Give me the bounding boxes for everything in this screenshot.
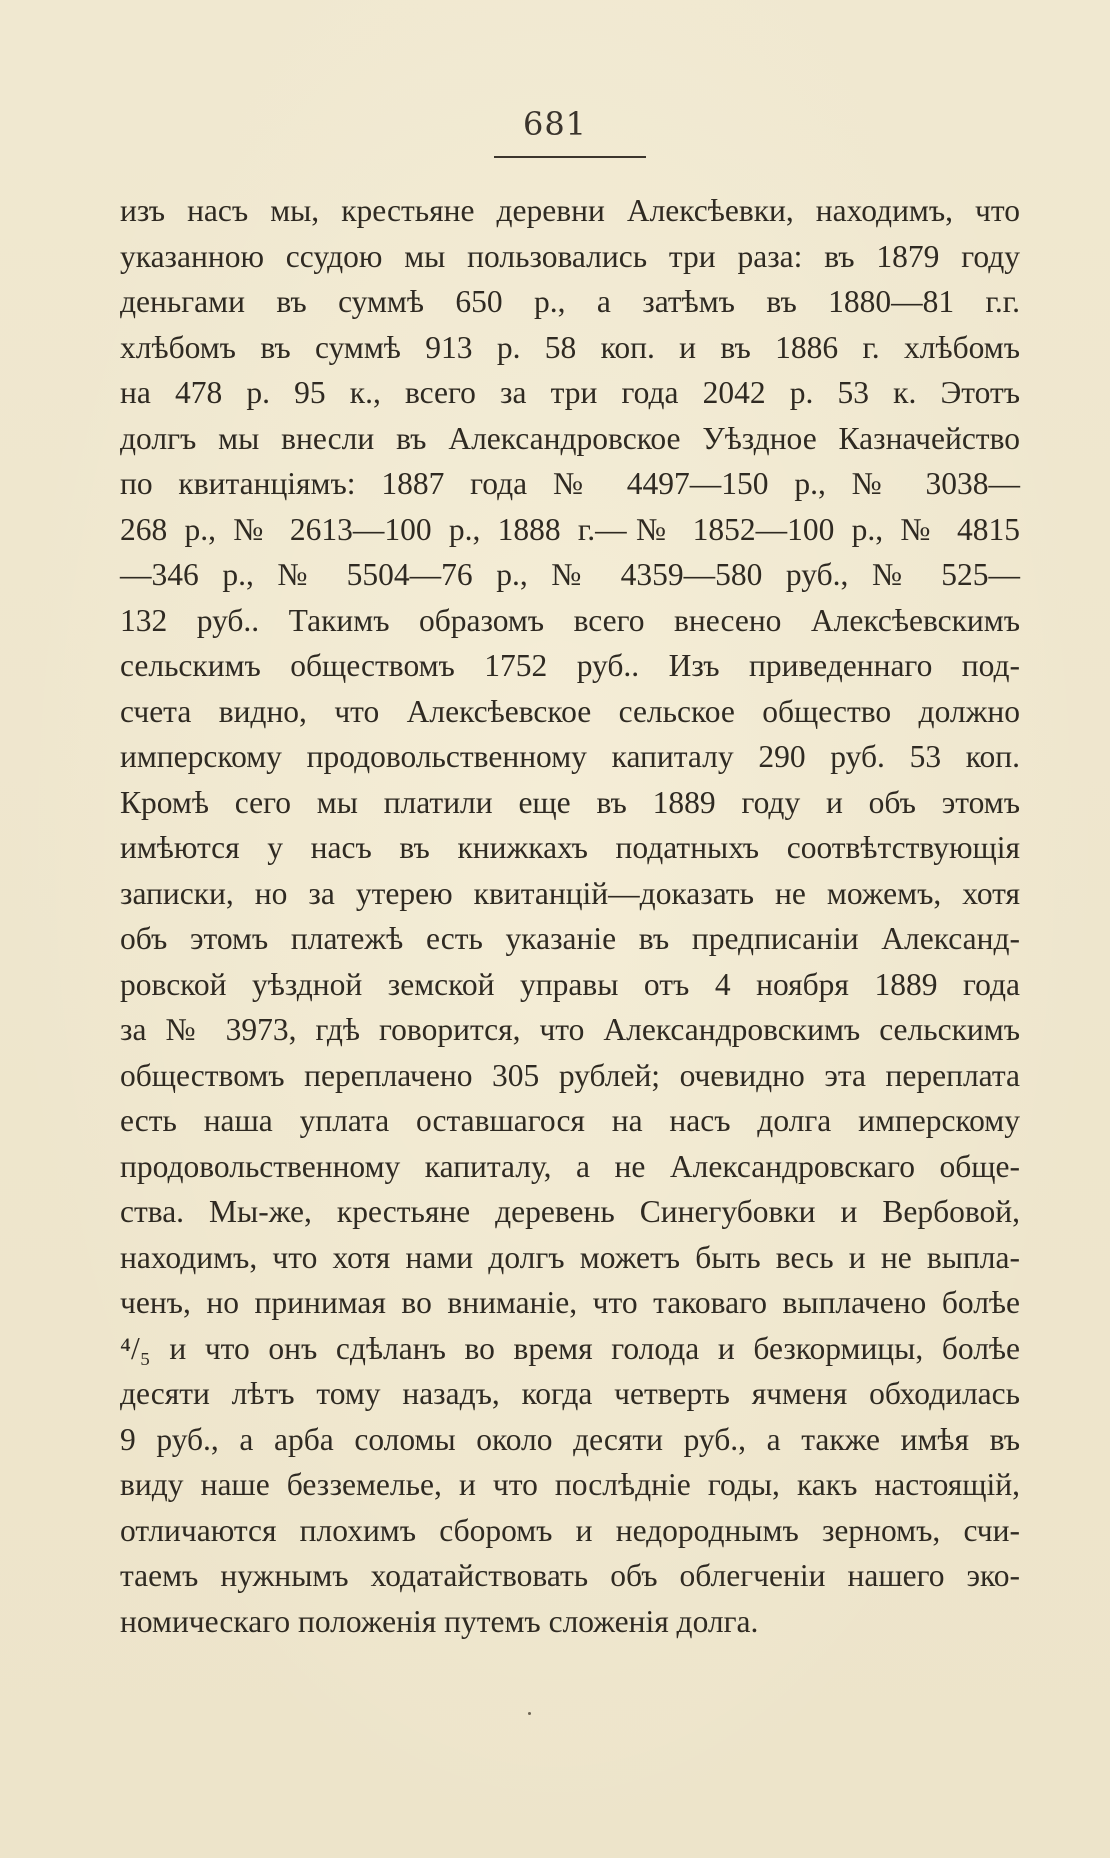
text-line: сельскимъ обществомъ 1752 руб.. Изъ приведеннаго под-: [120, 648, 1020, 683]
text-line: Кромѣ сего мы платили еще въ 1889 году и объ этомъ: [120, 784, 1020, 820]
text-line: обществомъ переплачено 305 рублей; очевидно эта переплата: [120, 1057, 1020, 1093]
text-line: таемъ нужнымъ ходатайствовать объ облегченіи нашего эко-: [120, 1558, 1020, 1593]
text-line: десяти лѣтъ тому назадъ, когда четверть ячменя обходилась: [120, 1376, 1020, 1411]
text-line: находимъ, что хотя нами долгъ можетъ быть весь и не выпла-: [120, 1239, 1020, 1275]
text-line: долгъ мы внесли въ Александровское Уѣздное Казначейство: [120, 420, 1020, 456]
text-line: ченъ, но принимая во вниманіе, что таковаго выплачено болѣе: [120, 1285, 1020, 1320]
text-line: на 478 р. 95 к., всего за три года 2042 р. 53 к. Этотъ: [120, 375, 1020, 410]
text-line: ства. Мы-же, крестьяне деревень Синегубовки и Вербовой,: [120, 1194, 1020, 1229]
text-line: деньгами въ суммѣ 650 р., а затѣмъ въ 1880—81 г.г.: [120, 284, 1020, 319]
text-line: номическаго положенія путемъ сложенія долга.: [120, 1603, 759, 1639]
text-line: за № 3973, гдѣ говорится, что Александровскимъ сельскимъ: [120, 1012, 1020, 1047]
text-line: изъ насъ мы, крестьяне деревни Алексѣевки, находимъ, что: [120, 193, 1020, 228]
text-line: —346 р., № 5504—76 р., № 4359—580 руб., № 525—: [120, 557, 1020, 592]
body-paragraph: [120, 188, 1020, 1644]
text-line: имперскому продовольственному капиталу 290 руб. 53 коп.: [120, 739, 1020, 774]
text-line: виду наше безземелье, и что послѣдніе годы, какъ настоящій,: [120, 1467, 1020, 1502]
text-line: по квитанціямъ: 1887 года № 4497—150 р., № 3038—: [120, 466, 1020, 501]
header-rule: [494, 156, 646, 158]
text-line: 132 руб.. Такимъ образомъ всего внесено Алексѣевскимъ: [120, 602, 1020, 638]
paper-speck: [528, 1712, 531, 1715]
text-line: объ этомъ платежѣ есть указаніе въ предписаніи Александ-: [120, 921, 1020, 956]
text-line: указанною ссудою мы пользовались три раза: въ 1879 году: [120, 238, 1020, 274]
text-line: ⁴/₅ и что онъ сдѣланъ во время голода и безкормицы, болѣе: [120, 1330, 1020, 1366]
text-line: хлѣбомъ въ суммѣ 913 р. 58 коп. и въ 1886 г. хлѣбомъ: [120, 329, 1020, 365]
text-line: записки, но за утерею квитанцій—доказать не можемъ, хотя: [120, 875, 1020, 911]
text-line: счета видно, что Алексѣевское сельское общество должно: [120, 693, 1020, 729]
text-line: есть наша уплата оставшагося на насъ долга имперскому: [120, 1103, 1020, 1138]
text-line: 9 руб., а арба соломы около десяти руб., а также имѣя въ: [120, 1421, 1020, 1457]
text-line: продовольственному капиталу, а не Александровскаго обще-: [120, 1148, 1020, 1184]
text-line: имѣются у насъ въ книжкахъ податныхъ соотвѣтствующія: [120, 830, 1020, 865]
text-line: отличаются плохимъ сборомъ и недороднымъ зерномъ, счи-: [120, 1512, 1020, 1548]
text-line: ровской уѣздной земской управы отъ 4 ноября 1889 года: [120, 966, 1020, 1002]
text-line: 268 р., № 2613—100 р., 1888 г.—№ 1852—100 р., № 4815: [120, 511, 1020, 547]
page-number: 681: [522, 105, 588, 143]
